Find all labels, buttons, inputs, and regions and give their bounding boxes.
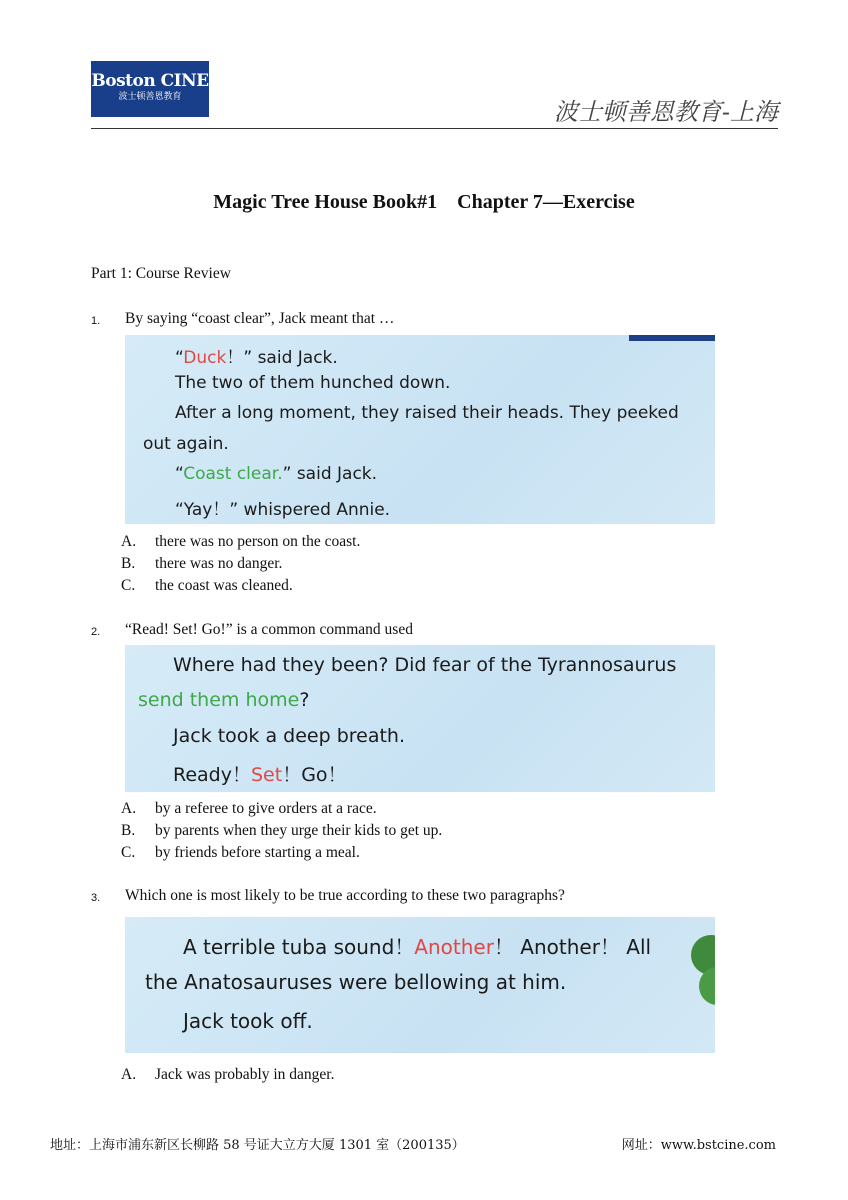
passage-line: “Yay！” whispered Annie. bbox=[175, 500, 391, 520]
passage-line: Where had they been? Did fear of the Tyrannosaurus bbox=[173, 654, 677, 676]
question-1-passage-image bbox=[125, 335, 715, 524]
question-2-option-a: A. by a referee to give orders at a race. bbox=[121, 800, 377, 817]
question-2-text: “Read! Set! Go!” is a common command used bbox=[125, 621, 413, 638]
question-1-option-c: C. the coast was cleaned. bbox=[121, 577, 293, 594]
passage-line: “Duck！” said Jack. bbox=[175, 348, 338, 368]
logo-subtext: 波士顿善恩教育 bbox=[118, 92, 182, 102]
passage-line: Jack took a deep breath. bbox=[173, 725, 406, 747]
footer-address: 地址：上海市浦东新区长柳路 58 号证大立方大厦 1301 室（200135） bbox=[50, 1138, 465, 1153]
part-1-title: Part 1: Course Review bbox=[91, 265, 231, 282]
passage-line: Ready！Set！Go！ bbox=[173, 764, 347, 786]
highlight-send-them-home: send them home bbox=[138, 689, 300, 711]
highlight-set: Set bbox=[251, 764, 283, 786]
question-3-passage-image bbox=[125, 917, 715, 1053]
question-3-text: Which one is most likely to be true according to these two paragraphs? bbox=[125, 887, 565, 904]
passage-line: out again. bbox=[143, 434, 229, 454]
passage-line: A terrible tuba sound！Another！ Another！ All bbox=[183, 935, 652, 959]
question-1-option-a: A. there was no person on the coast. bbox=[121, 533, 361, 550]
highlight-duck: Duck bbox=[183, 348, 227, 368]
header-divider bbox=[91, 128, 778, 129]
footer-website: 网址：www.bstcine.com bbox=[621, 1138, 776, 1153]
question-3-option-a: A. Jack was probably in danger. bbox=[121, 1066, 335, 1083]
passage-line: send them home? bbox=[138, 689, 310, 711]
question-1-number: 1. bbox=[91, 315, 101, 327]
document-title: Magic Tree House Book#1 Chapter 7—Exercise bbox=[213, 191, 635, 213]
passage-corner-badge bbox=[629, 335, 715, 341]
question-2-option-b: B. by parents when they urge their kids to get up. bbox=[121, 822, 443, 839]
passage-line: Jack took off. bbox=[183, 1009, 313, 1033]
brand-name-chinese: 波士顿善恩教育-上海 bbox=[553, 98, 778, 126]
logo-text: Boston CINE bbox=[91, 71, 209, 91]
question-2-number: 2. bbox=[91, 626, 101, 638]
passage-line: The two of them hunched down. bbox=[175, 373, 451, 393]
passage-line: the Anatosauruses were bellowing at him. bbox=[145, 970, 567, 994]
question-1-text: By saying “coast clear”, Jack meant that … bbox=[125, 310, 395, 327]
highlight-coast-clear: Coast clear. bbox=[183, 464, 283, 484]
question-1-option-b: B. there was no danger. bbox=[121, 555, 283, 572]
passage-line: “Coast clear.” said Jack. bbox=[175, 464, 378, 484]
highlight-another: Another bbox=[414, 935, 494, 959]
boston-cine-logo bbox=[91, 61, 209, 117]
question-2-option-c: C. by friends before starting a meal. bbox=[121, 844, 360, 861]
question-3-number: 3. bbox=[91, 892, 101, 904]
question-2-passage-image bbox=[125, 645, 715, 792]
passage-line: After a long moment, they raised their heads. They peeked bbox=[175, 403, 679, 423]
